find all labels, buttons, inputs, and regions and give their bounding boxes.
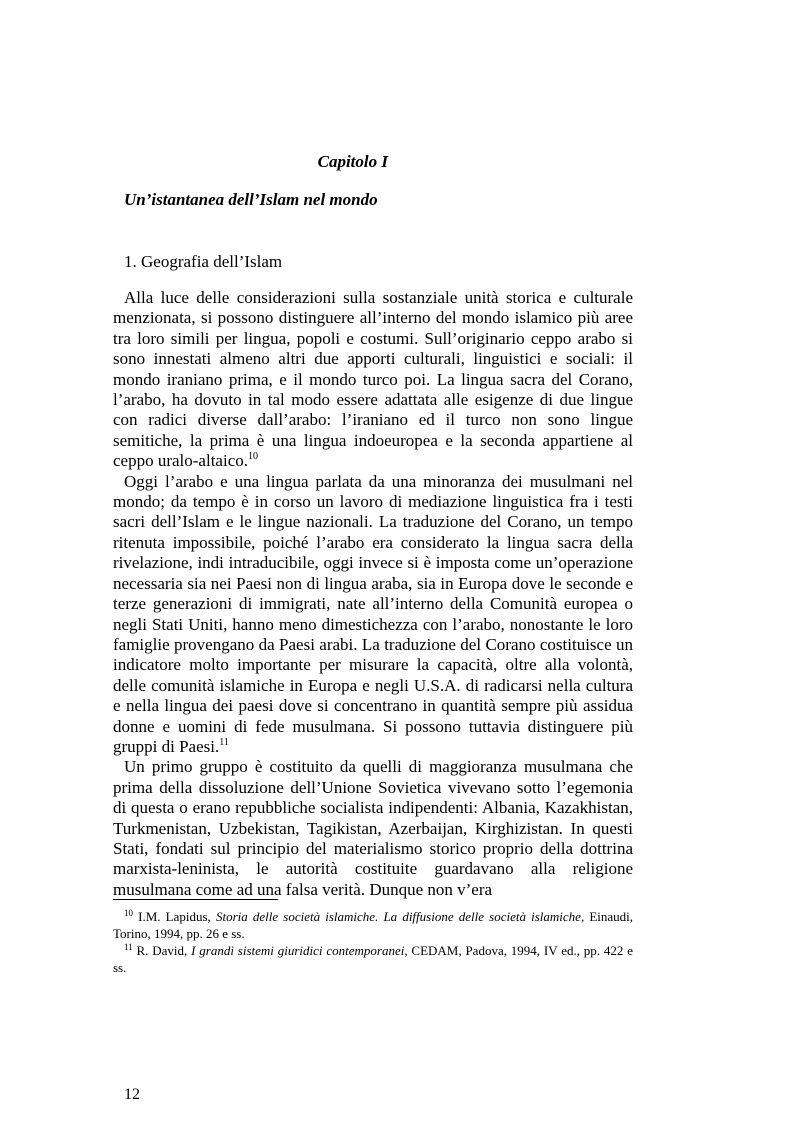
footnote-publication: , CEDAM, Padova, 1994, IV ed., pp. 422 e ss.: [113, 943, 633, 975]
paragraph: [113, 757, 633, 900]
footnote-author: I.M. Lapidus,: [138, 909, 216, 924]
footnote-number: 11: [124, 942, 133, 952]
body-text: [113, 288, 633, 900]
footnote-author: R. David,: [136, 943, 192, 958]
chapter-subtitle: Un’istantanea dell’Islam nel mondo: [124, 190, 378, 209]
paragraph-text: Alla luce delle considerazioni sulla sostanziale unità storica e culturale menzionata, si possono distinguere all’interno del mondo islamico più aree tra loro simili per lingua, popoli e costumi. Sull’originario ceppo arabo si sono innestati almeno altri due apporti culturali, linguistici e sociali: il mondo iraniano prima, e il mondo turco poi. La lingua sacra del Corano, l’arabo, ha dovuto in tal modo essere adattata alle esigenze di due lingue con radici diverse dall’arabo: l’iraniano ed il turco non sono lingue semitiche, la prima è una lingua indoeuropea e la seconda appartiene al ceppo uralo-altaico.: [113, 288, 633, 471]
section-title: 1. Geografia dell’Islam: [124, 252, 283, 271]
footnote: [113, 942, 633, 976]
footnote-reference[interactable]: 11: [219, 736, 229, 748]
footnote-book-title: I grandi sistemi giuridici contemporanei: [191, 943, 405, 958]
paragraph-text: Un primo gruppo è costituito da quelli di maggioranza musulmana che prima della dissoluzione dell’Unione Sovietica vivevano sotto l’egemonia di questa o erano repubbliche socialista indipendenti: Albania, Kazakhistan, Turkmenistan, Uzbekistan, Tagikistan, Azerbaijan, Kirghizistan. In questi Stati, fondati sul principio del materialismo storico proprio della dottrina marxista-leninista, le autorità costituite guardavano alla religione musulmana come ad una falsa verità. Dunque non v’era: [113, 757, 633, 899]
page-number: 12: [124, 1086, 140, 1103]
footnote-number: 10: [124, 908, 133, 918]
paragraph: [113, 288, 633, 472]
footnote-book-title: Storia delle società islamiche. La diffusione delle società islamiche: [215, 909, 581, 924]
footnotes: [113, 908, 633, 976]
footnote-separator: [113, 899, 278, 900]
footnote: [113, 908, 633, 942]
footnote-publication: , Einaudi, Torino, 1994, pp. 26 e ss.: [113, 909, 634, 941]
paragraph-text: Oggi l’arabo e una lingua parlata da una minoranza dei musulmani nel mondo; da tempo è in corso un lavoro di mediazione linguistica fra i testi sacri dell’Islam e le lingue nazionali. La traduzione del Corano, un tempo ritenuta impossibile, poiché l’arabo era considerato la lingua sacra della rivelazione, indi intraducibile, oggi invece si è imposta come un’operazione necessaria sia nei Paesi non di lingua araba, sia in Europa dove le seconde e terze generazioni di immigrati, nate all’interno della Comunità europea o negli Stati Uniti, hanno meno dimestichezza con l’arabo, nonostante le loro famiglie provengano da Paesi arabi. La traduzione del Corano costituisce un indicatore molto importante per misurare la capacità, oltre alla volontà, delle comunità islamiche in Europa e negli U.S.A. di radicarsi nella cultura e nella lingua dei paesi dove si concentrano in quantità sempre più assidua donne e uomini di fede musulmana. Si possono tuttavia distinguere più gruppi di Paesi.: [113, 471, 633, 756]
paragraph: [113, 472, 633, 758]
chapter-heading: Capitolo I: [317, 152, 388, 171]
footnote-reference[interactable]: 10: [248, 451, 258, 463]
